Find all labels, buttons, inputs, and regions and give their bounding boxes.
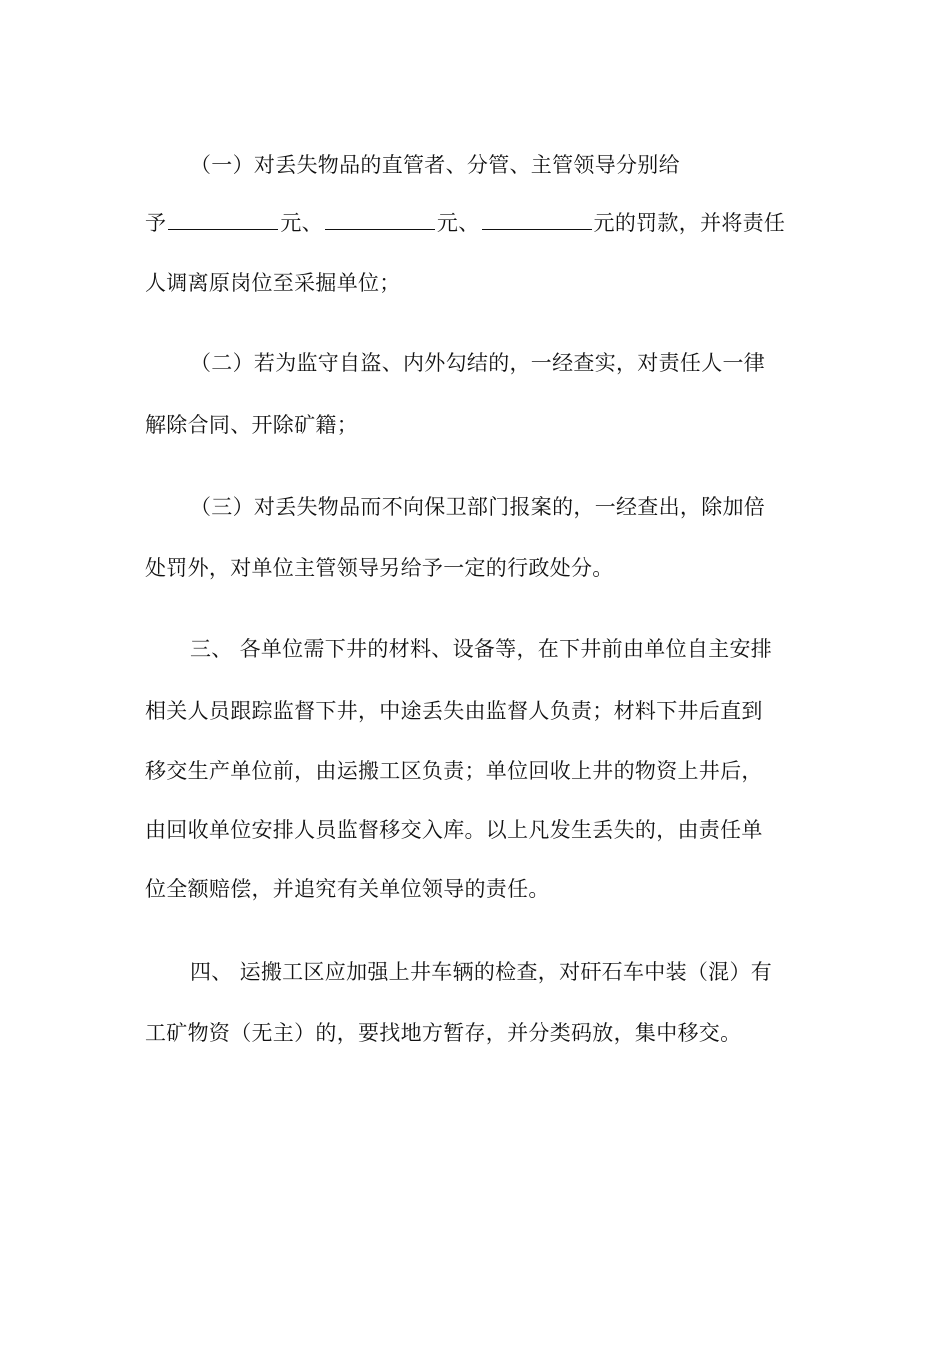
paragraph-4-line-5: 位全额赔偿，并追究有关单位领导的责任。: [145, 877, 550, 901]
fine-blank-1: [168, 209, 278, 230]
paragraph-4-line-4: 由回收单位安排人员监督移交入库。以上凡发生丢失的，由责任单: [145, 818, 763, 842]
fine-blank-2: [325, 209, 435, 230]
paragraph-1-line-2: [145, 208, 785, 238]
fine-blank-3: [482, 209, 592, 230]
paragraph-1-line-1: （一）对丢失物品的直管者、分管、主管领导分别给: [190, 153, 680, 177]
paragraph-5-line-2: 工矿物资（无主）的，要找地方暂存，并分类码放，集中移交。: [145, 1021, 742, 1045]
paragraph-1-line-3: 人调离原岗位至采掘单位；: [145, 271, 401, 295]
fill-line-sep2: 元、: [436, 211, 480, 235]
paragraph-2-line-2: 解除合同、开除矿籍；: [145, 413, 358, 437]
paragraph-5-line-1: 四、 运搬工区应加强上井车辆的检查，对矸石车中装（混）有: [190, 960, 773, 984]
paragraph-3-line-1: （三）对丢失物品而不向保卫部门报案的，一经查出，除加倍: [190, 495, 766, 519]
paragraph-4-line-2: 相关人员跟踪监督下井，中途丢失由监督人负责；材料下井后直到: [145, 699, 763, 723]
fill-line-sep1: 元、: [280, 211, 323, 235]
fill-line-start: 予: [145, 211, 167, 235]
paragraph-4-line-3: 移交生产单位前，由运搬工区负责；单位回收上井的物资上井后，: [145, 759, 763, 783]
paragraph-4-line-1: 三、 各单位需下井的材料、设备等，在下井前由单位自主安排: [190, 637, 773, 661]
paragraph-3-line-2: 处罚外，对单位主管领导另给予一定的行政处分。: [145, 556, 614, 580]
fill-line-end: 元的罚款，并将责任: [593, 211, 786, 235]
paragraph-2-line-1: （二）若为监守自盗、内外勾结的，一经查实，对责任人一律: [190, 351, 766, 375]
